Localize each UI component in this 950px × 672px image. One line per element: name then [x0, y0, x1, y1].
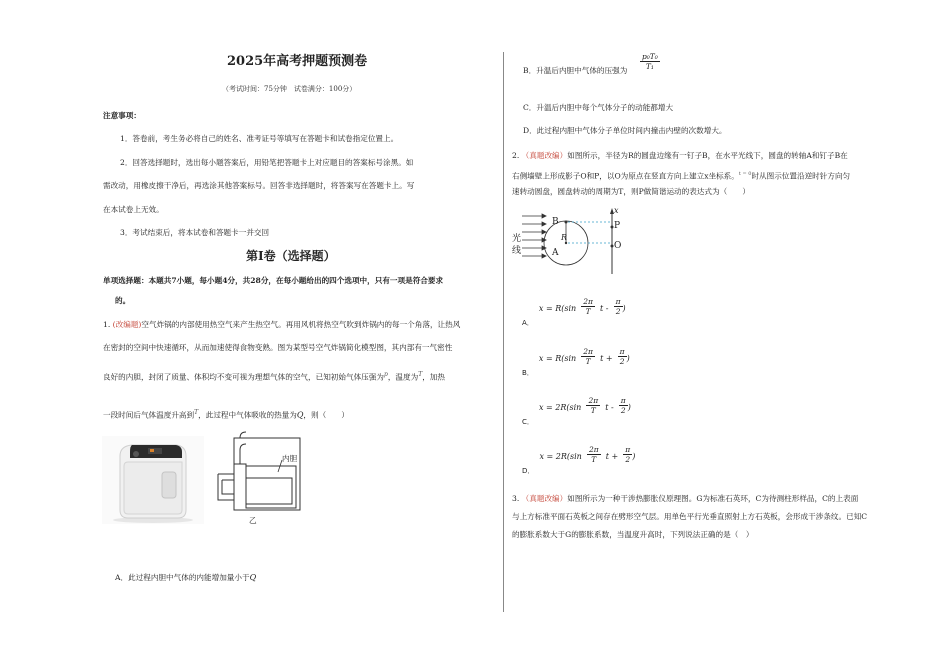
q2-option-c-tail: t - — [605, 403, 614, 412]
q2-option-b[interactable]: $_{B.}$ x = R(sin $\frac{2\pi}{T}$ t + $\frac{\pi}{2}$ ) — [522, 347, 630, 377]
q2-fig-light-1: 光 — [512, 234, 522, 244]
q3-line-1 — [512, 494, 858, 504]
q2-option-d-expr: x = 2R(sin — [539, 452, 582, 461]
q2-option-b-tail: t + — [600, 354, 613, 363]
q3-tag: （真题改编） — [521, 494, 568, 503]
q1-number: 1. — [103, 320, 111, 329]
air-fryer-photo — [102, 436, 204, 524]
q2-option-c-label: C． — [522, 418, 534, 426]
note-2-line-2: 需改动，用橡皮擦干净后，再选涂其他答案标号。回答非选择题时，将答案写在答题卡上。写 — [103, 181, 415, 190]
q2-fig-p: P — [614, 221, 621, 231]
q2-option-d-tail: t + — [605, 452, 619, 461]
q1-line-1 — [103, 320, 460, 330]
q1-option-b[interactable] — [523, 66, 627, 76]
q2-option-c-frac: $\frac{2\pi}{T}$ — [588, 396, 599, 415]
q2-option-a-label: A． — [522, 319, 534, 327]
q1-text-3a: 良好的内胆，封闭了质量、体积均不变可视为理想气体的空气，已知初始气体压强为 — [103, 372, 384, 382]
q1-sym-t1: T — [194, 409, 199, 416]
q1-text-3c: ，加热 — [422, 372, 445, 382]
q2-fig-light-2: 线 — [512, 246, 522, 256]
column-divider — [503, 52, 504, 612]
q2-option-a[interactable]: $_{A.}$ x = R(sin $\frac{2\pi}{T}$ t - $\frac{\pi}{2}$ ) — [522, 297, 626, 327]
exam-subtitle: （考试时间：75分钟 试卷满分：100分） — [222, 85, 357, 93]
q1-option-b-num: p₀T₀ — [642, 52, 658, 61]
q2-line-2 — [512, 169, 850, 182]
q2-disk-diagram — [512, 206, 652, 276]
note-3: 3．考试结束后，将本试卷和答题卡一并交回 — [120, 228, 270, 237]
q2-option-d[interactable]: $_{D.}$ x = 2R(sin $\frac{2\pi}{T}$ t + $\frac{\pi}{2}$ ) — [522, 445, 636, 475]
air-fryer-diagram — [212, 430, 312, 530]
notes-heading: 注意事项： — [103, 111, 141, 120]
q1-option-a-text: A．此过程内胆中气体的内能增加量小于 — [115, 573, 250, 582]
q1-sym-q: Q — [296, 410, 304, 420]
q1-sym-t0: T — [418, 371, 423, 378]
q1-text-1: 空气炸锅的内部使用热空气来产生热空气。再用风机将热空气吹到炸锅内的每一个角落，让热风 — [141, 320, 461, 329]
q2-line-1 — [512, 151, 848, 161]
q2-option-d-pi: $\frac{\pi}{2}$ — [625, 445, 631, 464]
q2-option-d-label: D． — [522, 467, 535, 475]
q3-text-1: 如图所示为一种干涉热膨胀仪原理图。G为标准石英环，C为待测柱形样品，C的上表面 — [567, 494, 859, 503]
q3-number: 3. — [512, 494, 520, 503]
note-2-line-1: 2．回答选择题时，选出每小题答案后，用铅笔把答题卡上对应题目的答案标号涂黑。如 — [120, 158, 414, 167]
q1-option-c[interactable]: C．升温后内胆中每个气体分子的动能都增大 — [523, 103, 674, 112]
note-2-line-3: 在本试卷上无效。 — [103, 205, 164, 214]
q1-text-3b: ，温度为 — [387, 372, 419, 382]
q2-option-d-frac: $\frac{2\pi}{T}$ — [588, 445, 599, 464]
q2-option-b-expr: x = R(sin — [538, 354, 577, 363]
q1-line-3 — [103, 370, 445, 383]
q2-fig-a: A — [552, 248, 559, 258]
q2-text-2: 右侧墙壁上形成影子O和P，以O为原点在竖直方向上建立x坐标系。 — [512, 171, 739, 181]
q2-option-b-label: B． — [522, 369, 534, 377]
section-instruction-2: 的。 — [115, 296, 131, 305]
q1-option-b-fraction — [640, 52, 660, 71]
q2-text-1: 如图所示，半径为R的圆盘边缘有一钉子B，在水平光线下，圆盘的转轴A和钉子B在 — [567, 151, 848, 160]
q1-text-4c: ，则（ ） — [303, 410, 349, 420]
q1-line-2: 在密封的空间中快速循环，从而加速使得食物变熟。图为某型号空气炸锅简化模型图，其内部有一气密性 — [103, 343, 453, 352]
q3-line-2: 与上方标准平面石英板之间存在劈形空气层。用单色平行光垂直照射上方石英板，会形成干涉条纹。已知C — [512, 512, 868, 521]
note-1: 1．答卷前，考生务必将自己的姓名、准考证号等填写在答题卡和试卷指定位置上。 — [120, 134, 399, 143]
q2-fig-o: O — [614, 241, 622, 251]
q2-option-a-tail: t - — [600, 304, 609, 313]
q2-tag: （真题改编） — [521, 151, 568, 160]
q2-fig-b: B — [552, 217, 559, 227]
q1-option-a[interactable] — [115, 573, 256, 583]
q2-line-3: 速转动圆盘，圆盘转动的周期为T，则P做简谐运动的表达式为（ ） — [512, 187, 750, 196]
q2-fig-r: R — [561, 233, 568, 242]
q1-tag: (改编题) — [112, 320, 142, 329]
q2-option-a-expr: x = R(sin — [538, 304, 577, 313]
q2-option-b-pi: $\frac{\pi}{2}$ — [619, 347, 625, 366]
q2-number: 2. — [512, 151, 520, 160]
q2-option-c[interactable]: $_{C.}$ x = 2R(sin $\frac{2\pi}{T}$ t - $\frac{\pi}{2}$ ) — [522, 396, 631, 426]
q2-text-2b: 时从图示位置沿逆时针方向匀 — [751, 171, 851, 181]
q1-text-4b: ，此过程中气体吸收的热量为 — [198, 410, 297, 420]
section-instruction-1: 单项选择题：本题共7小题，每小题4分，共28分，在每小题给出的四个选项中，只有一项是符合要求 — [103, 276, 444, 285]
section-heading: 第Ⅰ卷（选择题） — [246, 249, 336, 263]
q1-line-4 — [103, 408, 349, 421]
fig-label-yi: 乙 — [249, 516, 257, 525]
q2-fig-x: x — [614, 206, 619, 215]
q2-option-c-expr: x = 2R(sin — [538, 403, 582, 412]
q2-text-2-tiny: t = 0 — [738, 171, 752, 177]
page-title: 2025年高考押题预测卷 — [227, 54, 368, 69]
q2-option-a-pi: $\frac{\pi}{2}$ — [615, 297, 621, 316]
q2-option-b-frac: $\frac{2\pi}{T}$ — [583, 347, 593, 366]
q1-text-4a: 一段时间后气体温度升高到 — [103, 410, 195, 420]
q3-line-3: 的膨胀系数大于G的膨胀系数，当温度升高时，下列说法正确的是（ ） — [512, 530, 754, 539]
q1-option-d[interactable]: D．此过程内胆中气体分子单位时间内撞击内壁的次数增大。 — [523, 126, 727, 135]
fig-label-inner-liner: 内胆 — [282, 454, 298, 463]
q1-option-b-den: T₁ — [645, 62, 654, 71]
q1-option-b-text: B．升温后内胆中气体的压强为 — [523, 66, 628, 75]
q1-option-a-sym: Q — [249, 573, 257, 582]
q1-sym-p0: p — [383, 371, 388, 378]
q2-option-a-frac: $\frac{2\pi}{T}$ — [583, 297, 593, 316]
q2-option-c-pi: $\frac{\pi}{2}$ — [620, 396, 626, 415]
